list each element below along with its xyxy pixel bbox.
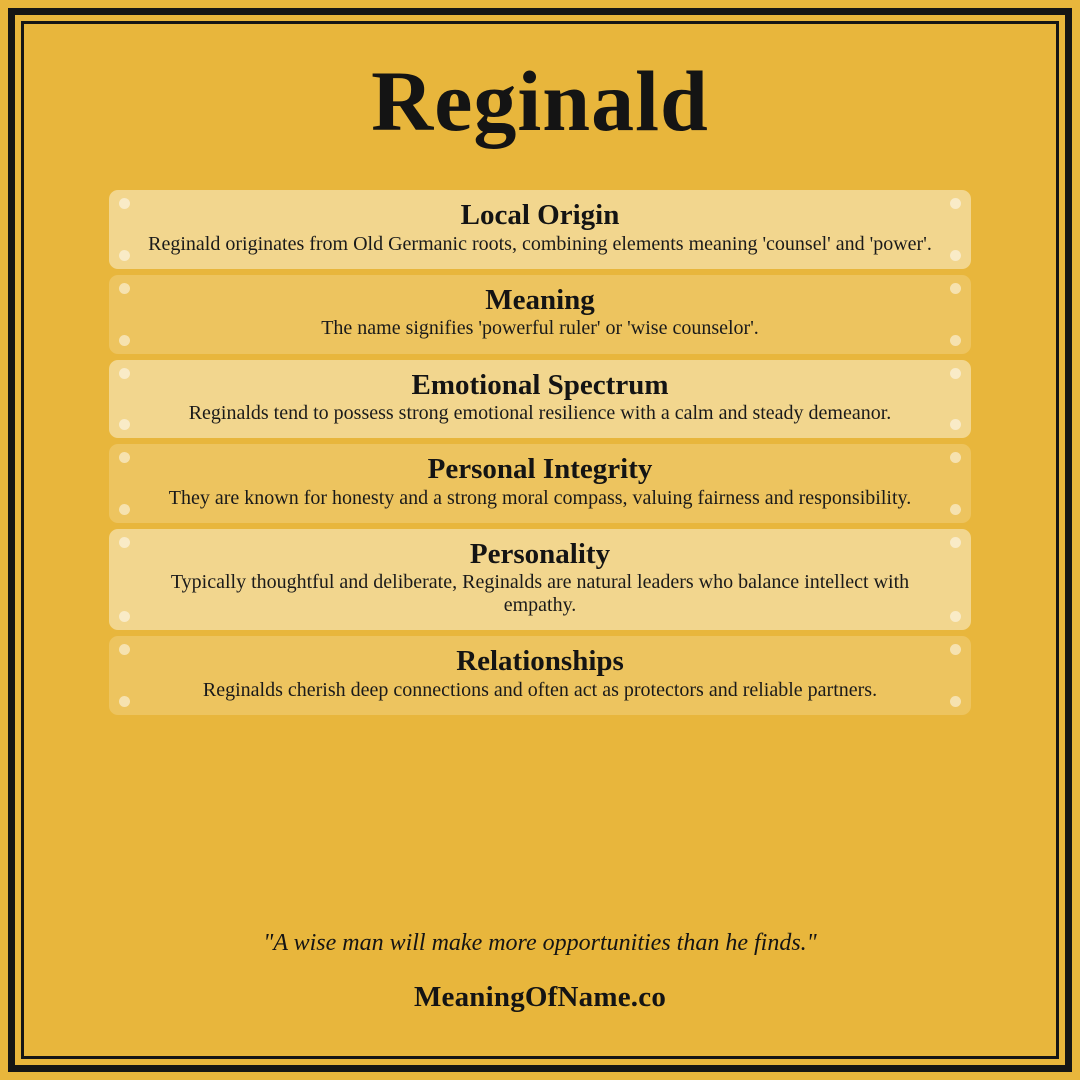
section-body: Reginalds cherish deep connections and often act as protectors and reliable partners. [202, 678, 878, 701]
quote-text: "A wise man will make more opportunities than he finds." [263, 930, 817, 956]
section-title: Personal Integrity [427, 453, 653, 486]
section-title: Meaning [485, 284, 595, 316]
section-personal-integrity [109, 444, 971, 523]
section-body: They are known for honesty and a strong moral compass, valuing fairness and responsibility. [168, 486, 912, 509]
card-footer [52, 930, 1028, 1036]
section-meaning [109, 275, 971, 354]
inner-border-frame [21, 21, 1059, 1059]
section-body: Typically thoughtful and deliberate, Reginalds are natural leaders who balance intellect with empathy. [170, 571, 910, 616]
section-relationships [109, 636, 971, 715]
section-title: Relationships [456, 645, 624, 678]
section-personality [109, 529, 971, 630]
section-emotional-spectrum [109, 360, 971, 439]
section-title: Emotional Spectrum [411, 368, 669, 401]
section-body: The name signifies 'powerful ruler' or 'wise counselor'. [321, 317, 759, 340]
outer-border-frame [8, 8, 1072, 1072]
section-list [109, 190, 971, 715]
page-title: Reginald [371, 53, 709, 149]
brand-name: MeaningOfName.co [413, 981, 667, 1013]
section-local-origin [109, 190, 971, 269]
section-body: Reginalds tend to possess strong emotional resilience with a calm and steady demeanor. [188, 402, 892, 425]
section-body: Reginald originates from Old Germanic roots, combining elements meaning 'counsel' and 'power'. [148, 232, 932, 255]
section-title: Personality [469, 538, 611, 571]
section-title: Local Origin [460, 199, 620, 232]
